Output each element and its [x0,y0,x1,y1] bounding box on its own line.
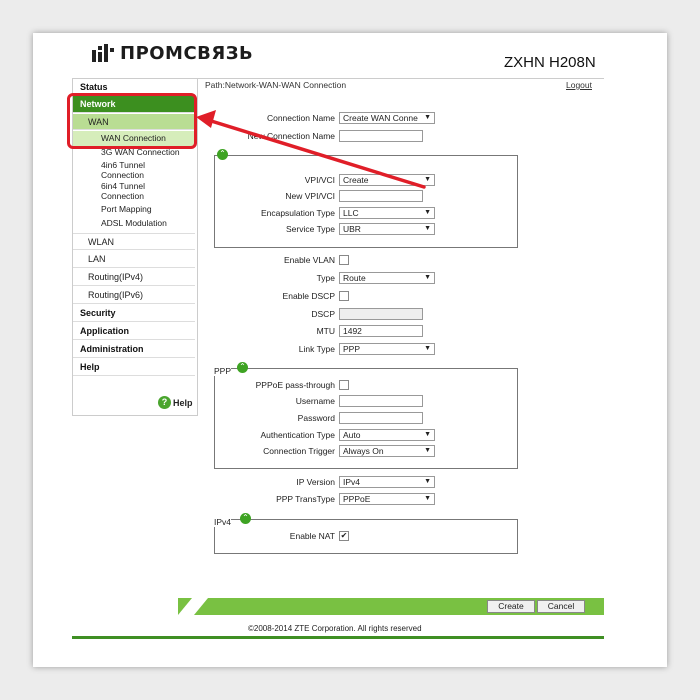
type-label: Type [316,273,335,283]
connection-name-label: Connection Name [266,113,335,123]
sidebar-item-status[interactable]: Status [73,79,195,95]
connection-name-value: Create WAN Conne [343,113,418,123]
chevron-down-icon: ▼ [424,176,431,183]
vpi-vci-label: VPI/VCI [304,175,335,185]
device-model: ZXHN H208N [504,54,596,71]
chevron-down-icon: ▼ [424,345,431,352]
authentication-type-label: Authentication Type [260,430,335,440]
service-type-value: UBR [343,224,361,234]
link-type-value: PPP [343,344,361,354]
help-link-label: Help [173,397,193,408]
sidebar-item-lan[interactable]: LAN [73,251,195,268]
ip-version-value: IPv4 [343,477,361,487]
enable-nat-checkbox[interactable]: ✔ [340,531,348,540]
password-label: Password [297,413,335,423]
chevron-down-icon: ▼ [424,495,431,502]
link-type-label: Link Type [298,344,335,354]
sidebar-item-administration[interactable]: Administration [73,341,195,358]
type-value: Route [343,273,366,283]
ppp-transtype-value: PPPoE [343,494,371,504]
sidebar-item-port-mapping[interactable]: Port Mapping [101,204,152,214]
ppp-transtype-label: PPP TransType [276,494,335,504]
enable-dscp-label: Enable DSCP [282,291,335,301]
enable-vlan-label: Enable VLAN [283,255,335,265]
encapsulation-type-value: LLC [343,208,359,218]
create-button[interactable]: Create [487,600,535,613]
chevron-down-icon: ▼ [424,274,431,281]
sidebar-item-3g-wan[interactable]: 3G WAN Connection [101,147,180,157]
chevron-down-icon: ▼ [424,209,431,216]
logout-link[interactable]: Logout [566,80,592,90]
sidebar-item-4in6-tunnel-line2[interactable]: Connection [101,170,145,180]
new-connection-name-label: New Connection Name [247,131,335,141]
enable-nat-label: Enable NAT [289,531,335,541]
sidebar-item-security[interactable]: Security [73,305,195,322]
sidebar-item-4in6-tunnel[interactable]: 4in6 Tunnel [101,160,145,170]
sidebar-item-wan[interactable]: WAN [73,114,195,130]
chevron-down-icon: ▼ [424,447,431,454]
sidebar-item-routing-ipv6[interactable]: Routing(IPv6) [73,287,195,304]
collapse-ipv4-group-icon[interactable]: ⌃ [240,513,251,524]
sidebar-item-application[interactable]: Application [73,323,195,340]
pppoe-passthrough-label: PPPoE pass-through [255,380,335,390]
sidebar-item-wan-connection[interactable]: WAN Connection [73,131,195,146]
help-question-icon: ? [158,396,171,409]
chevron-down-icon: ▼ [424,431,431,438]
mtu-input[interactable]: 1492 [339,325,423,337]
sidebar-item-routing-ipv4[interactable]: Routing(IPv4) [73,269,195,286]
ipv4-group-title: IPv4 [214,517,232,527]
dscp-label: DSCP [311,309,335,319]
ip-version-label: IP Version [296,477,335,487]
cancel-button[interactable]: Cancel [537,600,585,613]
sidebar-item-6in4-tunnel-line2[interactable]: Connection [101,191,145,201]
breadcrumb: Path:Network-WAN-WAN Connection [205,80,347,90]
collapse-atm-group-icon[interactable]: ⌃ [217,149,228,160]
copyright-text: ©2008-2014 ZTE Corporation. All rights reserved [248,624,422,633]
authentication-type-value: Auto [343,430,361,440]
encapsulation-type-label: Encapsulation Type [260,208,335,218]
chevron-down-icon: ▼ [424,114,431,121]
sidebar-item-network[interactable]: Network [73,96,195,113]
sidebar-item-6in4-tunnel[interactable]: 6in4 Tunnel [101,181,145,191]
vpi-vci-value: Create [343,175,369,185]
chevron-down-icon: ▼ [424,225,431,232]
service-type-label: Service Type [286,224,335,234]
sidebar-item-adsl-modulation[interactable]: ADSL Modulation [101,218,167,228]
sidebar-item-help[interactable]: Help [73,359,195,376]
ppp-group-title: PPP [214,366,232,376]
logo-text: ПРОМСВЯЗЬ [120,42,254,64]
collapse-ppp-group-icon[interactable]: ⌃ [237,362,248,373]
new-vpi-vci-label: New VPI/VCI [285,191,335,201]
connection-trigger-label: Connection Trigger [263,446,335,456]
chevron-down-icon: ▼ [424,478,431,485]
username-label: Username [295,396,335,406]
mtu-label: MTU [316,326,335,336]
sidebar-item-wlan[interactable]: WLAN [73,233,195,250]
connection-trigger-value: Always On [343,446,384,456]
